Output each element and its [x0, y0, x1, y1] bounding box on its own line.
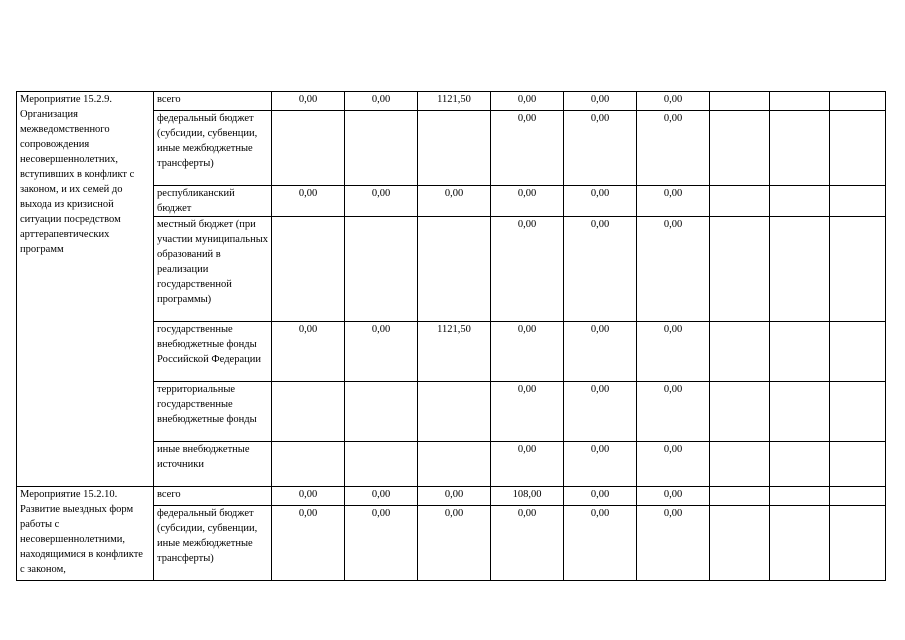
amount-cell: 0,00	[564, 506, 637, 581]
amount-cell	[830, 506, 886, 581]
amount-cell	[418, 442, 491, 487]
amount-cell	[770, 382, 830, 442]
amount-cell	[770, 442, 830, 487]
amount-cell: 0,00	[272, 92, 345, 111]
amount-cell: 0,00	[345, 487, 418, 506]
amount-cell	[710, 382, 770, 442]
amount-cell	[830, 322, 886, 382]
amount-cell	[830, 111, 886, 186]
amount-cell	[418, 111, 491, 186]
amount-cell	[710, 111, 770, 186]
amount-cell	[272, 382, 345, 442]
amount-cell: 0,00	[418, 487, 491, 506]
amount-cell: 0,00	[272, 186, 345, 217]
amount-cell	[770, 217, 830, 322]
amount-cell	[770, 487, 830, 506]
amount-cell	[830, 382, 886, 442]
amount-cell	[770, 322, 830, 382]
amount-cell: 0,00	[491, 382, 564, 442]
amount-cell: 108,00	[491, 487, 564, 506]
amount-cell	[418, 382, 491, 442]
amount-cell	[418, 217, 491, 322]
amount-cell	[710, 506, 770, 581]
funding-source-cell: федеральный бюджет (субсидии, субвенции, иные межбюджетные трансферты)	[154, 111, 272, 186]
amount-cell: 0,00	[564, 487, 637, 506]
amount-cell	[830, 92, 886, 111]
amount-cell: 0,00	[564, 382, 637, 442]
amount-cell	[272, 442, 345, 487]
budget-table	[16, 91, 886, 581]
amount-cell: 1121,50	[418, 92, 491, 111]
amount-cell	[830, 186, 886, 217]
amount-cell: 0,00	[345, 506, 418, 581]
amount-cell: 1121,50	[418, 322, 491, 382]
amount-cell	[770, 111, 830, 186]
amount-cell: 0,00	[272, 506, 345, 581]
amount-cell	[710, 487, 770, 506]
amount-cell	[345, 382, 418, 442]
amount-cell	[830, 217, 886, 322]
amount-cell: 0,00	[272, 487, 345, 506]
amount-cell: 0,00	[345, 322, 418, 382]
funding-source-cell: местный бюджет (при участии муниципальных образований в реализации государственной программы)	[154, 217, 272, 322]
amount-cell	[345, 217, 418, 322]
funding-source-cell: республиканский бюджет	[154, 186, 272, 217]
funding-source-cell: иные внебюджетные источники	[154, 442, 272, 487]
amount-cell: 0,00	[564, 92, 637, 111]
amount-cell: 0,00	[637, 92, 710, 111]
table-row	[17, 487, 886, 506]
funding-source-cell: государственные внебюджетные фонды Российской Федерации	[154, 322, 272, 382]
amount-cell	[345, 111, 418, 186]
amount-cell	[272, 217, 345, 322]
funding-source-cell: всего	[154, 487, 272, 506]
table-row	[17, 92, 886, 111]
amount-cell: 0,00	[564, 322, 637, 382]
amount-cell: 0,00	[345, 92, 418, 111]
amount-cell	[710, 442, 770, 487]
amount-cell: 0,00	[564, 111, 637, 186]
amount-cell: 0,00	[272, 322, 345, 382]
amount-cell: 0,00	[637, 442, 710, 487]
amount-cell: 0,00	[637, 186, 710, 217]
measure-title-cell: Мероприятие 15.2.10. Развитие выездных форм работы с несовершеннолетними, находящимися в конфликте с законом,	[17, 487, 154, 581]
amount-cell	[830, 442, 886, 487]
amount-cell	[710, 217, 770, 322]
amount-cell: 0,00	[418, 186, 491, 217]
amount-cell: 0,00	[491, 217, 564, 322]
amount-cell	[710, 322, 770, 382]
funding-source-cell: всего	[154, 92, 272, 111]
amount-cell: 0,00	[418, 506, 491, 581]
amount-cell: 0,00	[491, 322, 564, 382]
amount-cell	[345, 442, 418, 487]
amount-cell	[770, 506, 830, 581]
amount-cell: 0,00	[491, 186, 564, 217]
amount-cell: 0,00	[637, 506, 710, 581]
amount-cell: 0,00	[564, 217, 637, 322]
amount-cell: 0,00	[564, 186, 637, 217]
amount-cell: 0,00	[564, 442, 637, 487]
amount-cell: 0,00	[491, 442, 564, 487]
amount-cell	[710, 92, 770, 111]
funding-source-cell: федеральный бюджет (субсидии, субвенции, иные межбюджетные трансферты)	[154, 506, 272, 581]
amount-cell	[272, 111, 345, 186]
amount-cell	[830, 487, 886, 506]
amount-cell: 0,00	[637, 217, 710, 322]
amount-cell: 0,00	[637, 487, 710, 506]
amount-cell	[710, 186, 770, 217]
measure-title-cell: Мероприятие 15.2.9. Организация межведомственного сопровождения несовершеннолетних, вступивших в конфликт с законом, и их семей до выхода из кризисной ситуации посредством арттерапевтических программ	[17, 92, 154, 487]
funding-source-cell: территориальные государственные внебюджетные фонды	[154, 382, 272, 442]
amount-cell: 0,00	[637, 111, 710, 186]
amount-cell: 0,00	[491, 92, 564, 111]
amount-cell: 0,00	[637, 382, 710, 442]
amount-cell: 0,00	[491, 506, 564, 581]
amount-cell: 0,00	[637, 322, 710, 382]
amount-cell	[770, 92, 830, 111]
amount-cell	[770, 186, 830, 217]
amount-cell: 0,00	[345, 186, 418, 217]
amount-cell: 0,00	[491, 111, 564, 186]
